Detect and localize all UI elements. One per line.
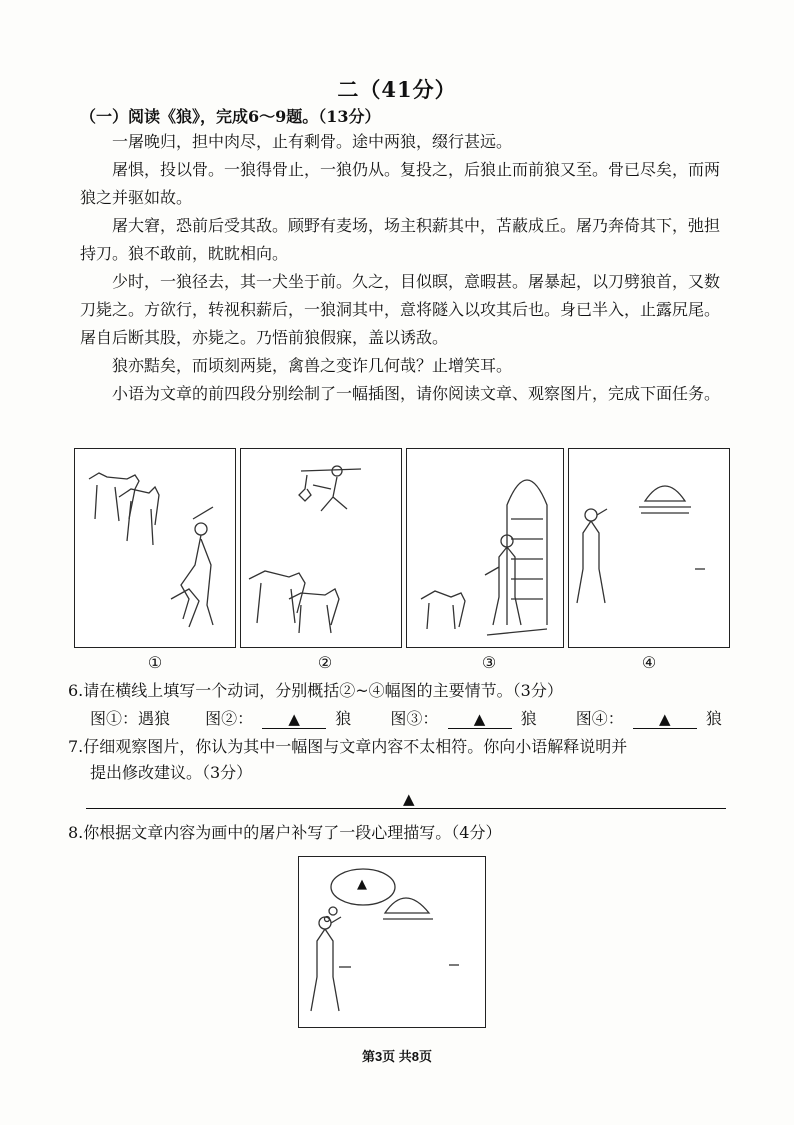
passage-paragraph-5: 狼亦黠矣，而顷刻两毙，禽兽之变诈几何哉？止增笑耳。	[112, 356, 513, 375]
wolves-meet-butcher-illustration	[75, 449, 235, 647]
answer-marker-icon: ▲	[403, 790, 415, 808]
panel-label-2: ②	[317, 653, 333, 672]
question-7-prompt-line-1: 7.仔细观察图片，你认为其中一幅图与文章内容不太相符。你向小语解释说明并	[68, 737, 628, 756]
q6-suffix-3: 狼	[520, 709, 537, 728]
panel-label-3: ③	[481, 653, 497, 672]
illustration-panel-4	[568, 448, 730, 648]
q6-blank-2[interactable]	[262, 710, 326, 729]
q6-item-4-label: 图④：	[575, 709, 624, 728]
q6-item-3-label: 图③：	[390, 709, 439, 728]
butcher-thought-illustration	[299, 857, 485, 1027]
illustration-panel-2	[240, 448, 402, 648]
illustration-panel-3	[406, 448, 564, 648]
haystack-defense-illustration	[407, 449, 563, 647]
blank-marker-icon: ▲	[659, 710, 671, 728]
reading-section-title: （一）阅读《狼》，完成6～9题。（13分）	[80, 107, 381, 126]
question-7-answer-line[interactable]	[86, 808, 726, 809]
page-number: 第3页 共8页	[361, 1049, 433, 1064]
question-6-fill-row	[90, 706, 722, 729]
q6-blank-3[interactable]	[448, 710, 512, 729]
section-heading: 二（41分）	[337, 77, 457, 102]
q6-suffix-2: 狼	[335, 709, 352, 728]
panel-label-1: ①	[147, 653, 163, 672]
throw-bone-illustration	[241, 449, 401, 647]
passage-paragraph-4: 少时，一狼径去，其一犬坐于前。久之，目似瞑，意暇甚。屠暴起，以刀劈狼首，又数刀毙之。方欲行，转视积薪后，一狼洞其中，意将隧入以攻其后也。身已半入，止露尻尾。屠自后断其股，亦毙之。乃悟前狼假寐，盖以诱敌。	[80, 272, 721, 347]
q6-item-1: 图①：遇狼	[90, 709, 171, 728]
blank-marker-icon: ▲	[288, 710, 300, 728]
blank-marker-icon: ▲	[473, 710, 486, 728]
task-instruction: 小语为文章的前四段分别绘制了一幅插图，请你阅读文章、观察图片，完成下面任务。	[112, 384, 721, 403]
thought-bubble-marker-icon: ▲	[357, 877, 367, 892]
illustration-panel-1	[74, 448, 236, 648]
butcher-alert-illustration	[569, 449, 729, 647]
passage	[80, 128, 728, 408]
q6-blank-4[interactable]	[633, 710, 697, 729]
question-8-illustration	[298, 856, 486, 1028]
passage-paragraph-3: 屠大窘，恐前后受其敌。顾野有麦场，场主积薪其中，苫蔽成丘。屠乃奔倚其下，弛担持刀。狼不敢前，眈眈相向。	[80, 216, 721, 263]
panel-label-4: ④	[641, 653, 657, 672]
question-6-prompt: 6.请在横线上填写一个动词，分别概括②~④幅图的主要情节。（3分）	[68, 681, 563, 700]
question-7-prompt-line-2: 提出修改建议。（3分）	[90, 763, 253, 782]
passage-paragraph-1: 一屠晚归，担中肉尽，止有剩骨。途中两狼，缀行甚远。	[112, 132, 513, 151]
question-8-prompt: 8.你根据文章内容为画中的屠户补写了一段心理描写。（4分）	[68, 823, 502, 842]
q6-suffix-4: 狼	[705, 709, 722, 728]
illustration-panels	[74, 448, 730, 648]
q6-item-2-label: 图②：	[205, 709, 254, 728]
passage-paragraph-2: 屠惧，投以骨。一狼得骨止，一狼仍从。复投之，后狼止而前狼又至。骨已尽矣，而两狼之并驱如故。	[80, 160, 721, 207]
